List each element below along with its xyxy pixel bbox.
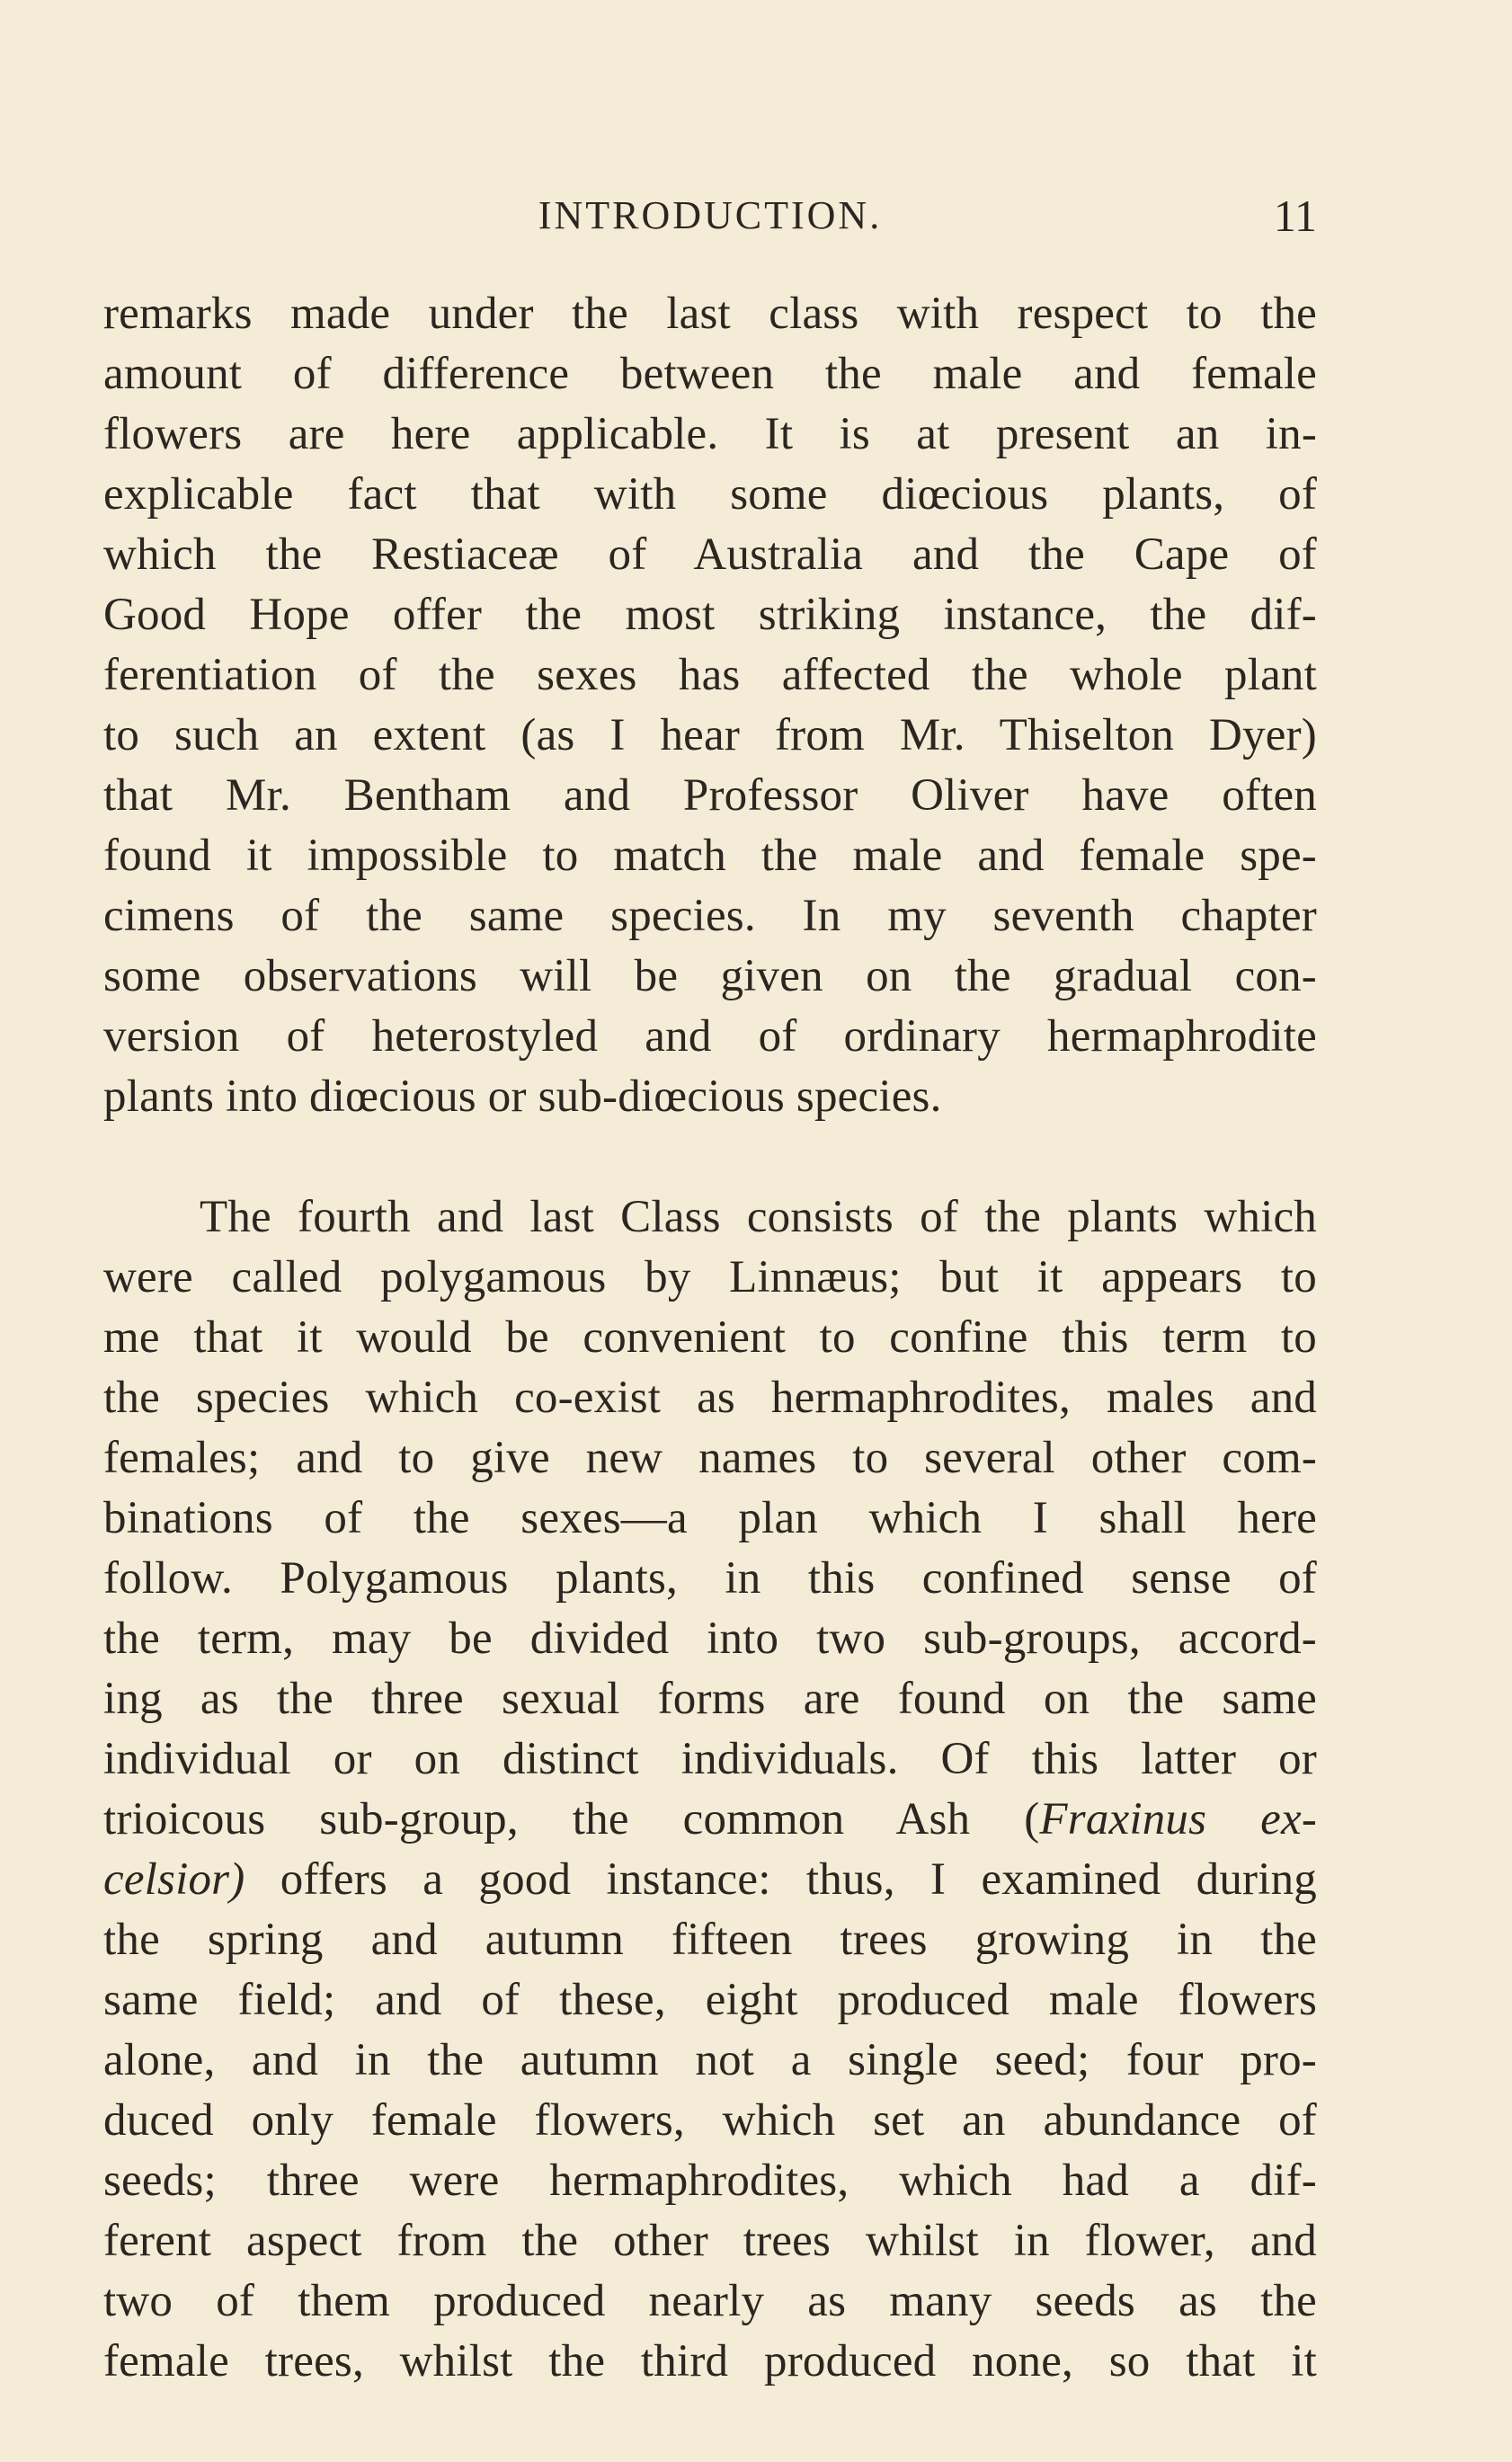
text-line: found it impossible to match the male and female spe- [103,831,1317,881]
text-line: ferentiation of the sexes has affected the whole plant [103,650,1317,700]
text-line: ing as the three sexual forms are found on the same [103,1674,1317,1724]
page-number: 11 [1273,191,1317,241]
text-line: female trees, whilst the third produced none, so that it [103,2336,1317,2386]
text-line [103,1790,1317,1850]
page-header [103,184,1317,247]
text-line: version of heterostyled and of ordinary hermaphrodite [103,1011,1317,1062]
text-line: seeds; three were hermaphrodites, which had a dif- [103,2155,1317,2206]
text-line: amount of difference between the male and female [103,349,1317,399]
text-line: ferent aspect from the other trees whilst in flower, and [103,2216,1317,2266]
text-line: individual or on distinct individuals. Of this latter or [103,1734,1317,1784]
text-line: same field; and of these, eight produced male flowers [103,1975,1317,2025]
text-line: flowers are here applicable. It is at present an in- [103,409,1317,459]
running-head: INTRODUCTION. [538,193,883,237]
body-text [103,284,1317,2392]
text-line [103,1850,1317,1910]
text-line: the term, may be divided into two sub-groups, accord- [103,1613,1317,1664]
text-line: some observations will be given on the gradual con- [103,951,1317,1001]
text-line: remarks made under the last class with respect to the [103,289,1317,339]
text-segment: offers a good instance: thus, I examined during [245,1854,1317,1905]
paragraph-1 [103,284,1317,1127]
text-line: females; and to give new names to several other com- [103,1433,1317,1483]
text-line: plants into diœcious or sub-diœcious species. [103,1071,942,1122]
text-line: explicable fact that with some diœcious plants, of [103,469,1317,520]
text-line: follow. Polygamous plants, in this confined sense of [103,1553,1317,1604]
paragraph-2 [103,1187,1317,2392]
text-line: were called polygamous by Linnæus; but it appears to [103,1252,1317,1302]
text-line: binations of the sexes—a plan which I shall here [103,1493,1317,1543]
text-line: which the Restiaceæ of Australia and the Cape of [103,529,1317,580]
text-segment: trioicous sub-group, the common Ash ( [103,1794,1040,1844]
species-name: Fraxinus ex- [1039,1794,1317,1844]
text-line: the species which co-exist as hermaphrodites, males and [103,1373,1317,1423]
text-line: two of them produced nearly as many seeds as the [103,2276,1317,2326]
text-line: the spring and autumn fifteen trees growing in the [103,1915,1317,1965]
text-line: Good Hope offer the most striking instance, the dif- [103,590,1317,640]
text-line: that Mr. Bentham and Professor Oliver have often [103,770,1317,821]
text-line: The fourth and last Class consists of the plants which [200,1192,1317,1242]
text-line: me that it would be convenient to confine this term to [103,1312,1317,1363]
paragraph-gap [103,1127,1317,1187]
text-line: duced only female flowers, which set an abundance of [103,2095,1317,2146]
text-line: cimens of the same species. In my seventh chapter [103,891,1317,941]
text-line: alone, and in the autumn not a single seed; four pro- [103,2035,1317,2085]
text-line: to such an extent (as I hear from Mr. Thiselton Dyer) [103,710,1317,760]
species-name: celsior) [103,1854,245,1905]
